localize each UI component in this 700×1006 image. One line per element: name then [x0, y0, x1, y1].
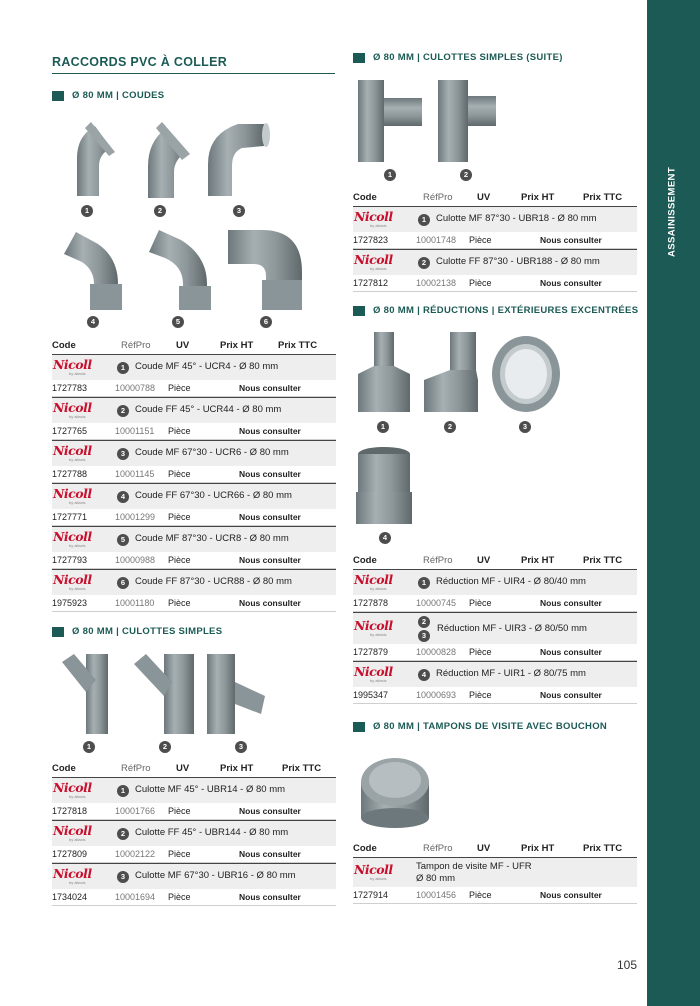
- logo-text: Nicoll: [53, 572, 92, 587]
- product-uv: Pièce: [469, 690, 492, 700]
- logo-subtext: by aliaxis: [370, 678, 387, 683]
- row-details: [52, 423, 336, 440]
- product-description: Culotte MF 67°30 - UBR16 - Ø 80 mm: [135, 870, 296, 881]
- product-image-elbow-45-ff: [128, 118, 193, 200]
- product-refpro: 10001766: [115, 806, 156, 816]
- product-price: Nous consulter: [239, 849, 301, 859]
- row-number-badge: 5: [117, 534, 129, 546]
- row-number-badge: 1: [117, 785, 129, 797]
- logo-text: Nicoll: [53, 529, 92, 544]
- col-refpro: RéfPro: [121, 763, 151, 774]
- row-description: [353, 612, 637, 644]
- product-image-culotte-87-mf: [356, 78, 426, 164]
- table-row: [52, 777, 336, 820]
- nicoll-logo: [354, 210, 412, 230]
- product-price: Nous consulter: [239, 892, 301, 902]
- row-description: [52, 440, 336, 466]
- image-number-badge: 4: [87, 316, 99, 328]
- product-code: 1734024: [52, 892, 88, 902]
- product-description: Culotte MF 45° - UBR14 - Ø 80 mm: [135, 784, 286, 795]
- logo-text: Nicoll: [354, 209, 393, 224]
- logo-subtext: by aliaxis: [69, 880, 86, 885]
- nicoll-logo: [53, 444, 111, 464]
- logo-text: Nicoll: [53, 443, 92, 458]
- sidebar-band: [647, 0, 700, 1006]
- product-code: 1727765: [52, 426, 88, 436]
- logo-subtext: by aliaxis: [69, 837, 86, 842]
- table-row: [353, 857, 637, 904]
- product-refpro: 10000988: [115, 555, 156, 565]
- col-uv: UV: [477, 555, 491, 566]
- product-code: 1727818: [52, 806, 88, 816]
- table-header: [353, 553, 637, 569]
- logo-text: Nicoll: [354, 862, 393, 877]
- row-description: [52, 397, 336, 423]
- table-row: [52, 397, 336, 440]
- row-description: [52, 526, 336, 552]
- section-title: Ø 80 MM | RÉDUCTIONS | EXTÉRIEURES EXCENTRÉES: [373, 305, 639, 316]
- table-body: [52, 354, 336, 612]
- section-title: Ø 80 MM | CULOTTES SIMPLES: [72, 626, 223, 637]
- row-description: [353, 206, 637, 232]
- row-details: [52, 380, 336, 397]
- row-description: [52, 863, 336, 889]
- image-number-badge: 1: [81, 205, 93, 217]
- logo-text: Nicoll: [354, 572, 393, 587]
- product-refpro: 10001748: [416, 235, 457, 245]
- product-uv: Pièce: [168, 892, 191, 902]
- row-description: [52, 820, 336, 846]
- product-image-culotte-67-mf: [205, 652, 269, 736]
- product-uv: Pièce: [168, 426, 191, 436]
- table-row: [52, 526, 336, 569]
- section-culottes-suite-heading: [353, 52, 563, 63]
- logo-subtext: by aliaxis: [69, 414, 86, 419]
- row-description: [353, 569, 637, 595]
- reductions-table: [353, 553, 637, 704]
- product-description: Coude FF 45° - UCR44 - Ø 80 mm: [135, 404, 282, 415]
- image-number-badge: 1: [83, 741, 95, 753]
- section-marker: [353, 722, 365, 732]
- table-row: [52, 863, 336, 906]
- col-uv: UV: [477, 843, 491, 854]
- table-row: [353, 249, 637, 292]
- col-prix-ht: Prix HT: [220, 763, 254, 774]
- col-prix-ht: Prix HT: [521, 555, 555, 566]
- image-number-badge: 4: [379, 532, 391, 544]
- nicoll-logo: [354, 665, 412, 685]
- product-description: Coude MF 45° - UCR4 - Ø 80 mm: [135, 361, 279, 372]
- image-number-badge: 1: [377, 421, 389, 433]
- section-title: Ø 80 MM | CULOTTES SIMPLES (SUITE): [373, 52, 563, 63]
- logo-text: Nicoll: [53, 780, 92, 795]
- product-description: Coude MF 87°30 - UCR8 - Ø 80 mm: [135, 533, 289, 544]
- col-uv: UV: [176, 763, 190, 774]
- table-row: [52, 483, 336, 526]
- product-refpro: 10000788: [115, 383, 156, 393]
- product-description-line2: Ø 80 mm: [416, 873, 456, 884]
- product-image-elbow-45-mf: [55, 118, 120, 200]
- nicoll-logo: [53, 824, 111, 844]
- section-tampons-heading: [353, 721, 607, 732]
- culottes-table: [52, 761, 336, 906]
- row-number-badge: 1: [117, 362, 129, 374]
- category-label: ASSAINISSEMENT: [666, 166, 678, 258]
- product-uv: Pièce: [168, 849, 191, 859]
- image-number-badge: 3: [235, 741, 247, 753]
- product-price: Nous consulter: [239, 512, 301, 522]
- product-refpro: 10000745: [416, 598, 457, 608]
- table-row: [52, 354, 336, 397]
- row-number-badge: 2: [418, 616, 430, 628]
- image-number-badge: 2: [159, 741, 171, 753]
- col-prix-ttc: Prix TTC: [278, 340, 318, 351]
- product-refpro: 10002138: [416, 278, 457, 288]
- product-price: Nous consulter: [239, 469, 301, 479]
- product-refpro: 10001180: [115, 598, 155, 608]
- nicoll-logo: [53, 530, 111, 550]
- row-number-badge: 3: [117, 871, 129, 883]
- product-image-culotte-45-ff: [130, 652, 200, 736]
- col-uv: UV: [176, 340, 190, 351]
- row-details: [52, 889, 336, 906]
- product-image-elbow-87-ff: [226, 228, 306, 312]
- product-uv: Pièce: [469, 647, 492, 657]
- table-row: [353, 612, 637, 661]
- row-details: [353, 232, 637, 249]
- section-reductions-heading: [353, 305, 638, 316]
- logo-subtext: by aliaxis: [69, 543, 86, 548]
- logo-text: Nicoll: [354, 664, 393, 679]
- table-body: [52, 777, 336, 906]
- logo-text: Nicoll: [53, 357, 92, 372]
- logo-text: Nicoll: [354, 618, 393, 633]
- nicoll-logo: [53, 781, 111, 801]
- product-price: Nous consulter: [540, 647, 602, 657]
- table-header: [353, 190, 637, 206]
- logo-subtext: by aliaxis: [69, 500, 86, 505]
- product-uv: Pièce: [469, 235, 492, 245]
- product-code: 1727793: [52, 555, 88, 565]
- image-number-badge: 6: [260, 316, 272, 328]
- row-details: [52, 466, 336, 483]
- row-number-badge: 4: [418, 669, 430, 681]
- product-price: Nous consulter: [540, 598, 602, 608]
- product-description: Réduction MF - UIR1 - Ø 80/75 mm: [436, 668, 586, 679]
- logo-subtext: by aliaxis: [370, 266, 387, 271]
- product-refpro: 10001299: [115, 512, 156, 522]
- product-refpro: 10002122: [115, 849, 156, 859]
- product-description: Réduction MF - UIR3 - Ø 80/50 mm: [437, 623, 587, 634]
- page-title: RACCORDS PVC À COLLER: [52, 55, 335, 74]
- logo-subtext: by aliaxis: [370, 876, 387, 881]
- product-refpro: 10001151: [115, 426, 155, 436]
- col-refpro: RéfPro: [423, 192, 453, 203]
- logo-subtext: by aliaxis: [370, 223, 387, 228]
- logo-text: Nicoll: [53, 486, 92, 501]
- product-code: 1727878: [353, 598, 389, 608]
- product-code: 1727823: [353, 235, 389, 245]
- product-price: Nous consulter: [239, 555, 301, 565]
- nicoll-logo: [53, 358, 111, 378]
- logo-text: Nicoll: [354, 252, 393, 267]
- product-description: Coude FF 87°30 - UCR88 - Ø 80 mm: [135, 576, 292, 587]
- product-image-culotte-45-mf: [58, 652, 122, 736]
- col-prix-ttc: Prix TTC: [583, 555, 623, 566]
- table-header: [52, 761, 336, 777]
- table-header: [353, 841, 637, 857]
- nicoll-logo: [354, 253, 412, 273]
- table-row: [353, 569, 637, 612]
- row-details: [353, 644, 637, 661]
- table-row: [353, 206, 637, 249]
- product-price: Nous consulter: [239, 806, 301, 816]
- product-description: Tampon de visite MF - UFR: [416, 861, 532, 872]
- product-price: Nous consulter: [239, 383, 301, 393]
- row-details: [353, 887, 637, 904]
- row-description: [52, 483, 336, 509]
- product-uv: Pièce: [168, 512, 191, 522]
- image-number-badge: 2: [460, 169, 472, 181]
- table-row: [52, 820, 336, 863]
- product-refpro: 10001145: [115, 469, 155, 479]
- logo-text: Nicoll: [53, 400, 92, 415]
- row-description: [52, 569, 336, 595]
- section-coudes-heading: [52, 90, 164, 101]
- row-details: [353, 595, 637, 612]
- col-code: Code: [52, 763, 76, 774]
- row-number-badge: 2: [117, 828, 129, 840]
- product-price: Nous consulter: [540, 278, 602, 288]
- product-uv: Pièce: [168, 555, 191, 565]
- section-title: Ø 80 MM | COUDES: [72, 90, 165, 101]
- nicoll-logo: [53, 487, 111, 507]
- product-description: Coude FF 67°30 - UCR66 - Ø 80 mm: [135, 490, 292, 501]
- nicoll-logo: [53, 867, 111, 887]
- product-image-tampon: [355, 754, 435, 830]
- logo-text: Nicoll: [53, 823, 92, 838]
- col-code: Code: [353, 555, 377, 566]
- product-image-elbow-67-mf: [204, 118, 270, 200]
- row-number-badge: 1: [418, 577, 430, 589]
- row-number-badge: 3: [117, 448, 129, 460]
- logo-subtext: by aliaxis: [69, 586, 86, 591]
- section-marker: [353, 53, 365, 63]
- logo-text: Nicoll: [53, 866, 92, 881]
- row-description: [353, 661, 637, 687]
- nicoll-logo: [354, 619, 412, 639]
- product-description: Culotte FF 87°30 - UBR188 - Ø 80 mm: [436, 256, 600, 267]
- row-number-badge: 2: [418, 257, 430, 269]
- col-code: Code: [353, 192, 377, 203]
- product-image-reduction-80-50: [422, 330, 482, 414]
- product-price: Nous consulter: [540, 235, 602, 245]
- product-price: Nous consulter: [239, 426, 301, 436]
- product-image-reduction-80-75: [490, 332, 564, 416]
- product-code: 1727783: [52, 383, 88, 393]
- product-refpro: 10001694: [115, 892, 156, 902]
- section-culottes-heading: [52, 626, 222, 637]
- product-uv: Pièce: [168, 806, 191, 816]
- product-uv: Pièce: [168, 469, 191, 479]
- row-description: [52, 354, 336, 380]
- image-number-badge: 3: [519, 421, 531, 433]
- table-row: [353, 661, 637, 704]
- product-code: 1727771: [52, 512, 88, 522]
- row-description: [353, 857, 637, 887]
- table-header: [52, 338, 336, 354]
- row-number-badge: 1: [418, 214, 430, 226]
- section-marker: [52, 91, 64, 101]
- section-marker: [353, 306, 365, 316]
- logo-subtext: by aliaxis: [370, 632, 387, 637]
- table-row: [52, 440, 336, 483]
- product-price: Nous consulter: [540, 690, 602, 700]
- product-image-elbow-67-ff: [60, 228, 130, 312]
- logo-subtext: by aliaxis: [69, 371, 86, 376]
- row-details: [52, 595, 336, 612]
- col-prix-ht: Prix HT: [220, 340, 254, 351]
- col-prix-ttc: Prix TTC: [583, 192, 623, 203]
- col-prix-ht: Prix HT: [521, 843, 555, 854]
- product-image-elbow-87-mf: [145, 228, 215, 312]
- coudes-table: [52, 338, 336, 612]
- product-refpro: 10001456: [416, 890, 457, 900]
- product-code: 1727788: [52, 469, 88, 479]
- product-uv: Pièce: [469, 278, 492, 288]
- col-code: Code: [52, 340, 76, 351]
- row-details: [353, 275, 637, 292]
- logo-subtext: by aliaxis: [69, 794, 86, 799]
- product-image-reduction-4: [356, 446, 412, 526]
- page-number: 105: [617, 958, 638, 972]
- col-prix-ht: Prix HT: [521, 192, 555, 203]
- image-number-badge: 5: [172, 316, 184, 328]
- row-details: [353, 687, 637, 704]
- table-body: [353, 569, 637, 704]
- row-number-badge: 3: [418, 630, 430, 642]
- col-refpro: RéfPro: [423, 555, 453, 566]
- product-refpro: 10000828: [416, 647, 457, 657]
- row-details: [52, 552, 336, 569]
- product-code: 1727879: [353, 647, 389, 657]
- nicoll-logo: [53, 573, 111, 593]
- image-number-badge: 2: [154, 205, 166, 217]
- product-uv: Pièce: [469, 598, 492, 608]
- row-details: [52, 846, 336, 863]
- row-number-badge: 4: [117, 491, 129, 503]
- col-refpro: RéfPro: [423, 843, 453, 854]
- col-refpro: RéfPro: [121, 340, 151, 351]
- product-code: 1727914: [353, 890, 389, 900]
- product-description: Culotte MF 87°30 - UBR18 - Ø 80 mm: [436, 213, 597, 224]
- product-code: 1975923: [52, 598, 88, 608]
- image-number-badge: 3: [233, 205, 245, 217]
- row-details: [52, 803, 336, 820]
- product-refpro: 10000693: [416, 690, 457, 700]
- row-number-badge: 6: [117, 577, 129, 589]
- product-uv: Pièce: [469, 890, 492, 900]
- nicoll-logo: [354, 863, 412, 883]
- row-description: [52, 777, 336, 803]
- col-code: Code: [353, 843, 377, 854]
- row-description: [353, 249, 637, 275]
- image-number-badge: 1: [384, 169, 396, 181]
- product-code: 1727812: [353, 278, 389, 288]
- product-price: Nous consulter: [239, 598, 301, 608]
- product-code: 1727809: [52, 849, 88, 859]
- nicoll-logo: [354, 573, 412, 593]
- section-title: Ø 80 MM | TAMPONS DE VISITE AVEC BOUCHON: [373, 721, 608, 732]
- table-body: [353, 206, 637, 292]
- col-uv: UV: [477, 192, 491, 203]
- product-description: Réduction MF - UIR4 - Ø 80/40 mm: [436, 576, 586, 587]
- col-prix-ttc: Prix TTC: [583, 843, 623, 854]
- product-code: 1995347: [353, 690, 389, 700]
- product-image-reduction-80-40: [354, 330, 414, 414]
- table-row: [52, 569, 336, 612]
- image-number-badge: 2: [444, 421, 456, 433]
- section-marker: [52, 627, 64, 637]
- product-image-culotte-87-ff: [436, 78, 500, 164]
- tampons-table: [353, 841, 637, 904]
- product-description: Coude MF 67°30 - UCR6 - Ø 80 mm: [135, 447, 289, 458]
- nicoll-logo: [53, 401, 111, 421]
- product-uv: Pièce: [168, 598, 191, 608]
- row-number-badge: 2: [117, 405, 129, 417]
- product-uv: Pièce: [168, 383, 191, 393]
- col-prix-ttc: Prix TTC: [282, 763, 322, 774]
- logo-subtext: by aliaxis: [69, 457, 86, 462]
- row-details: [52, 509, 336, 526]
- culottes-suite-table: [353, 190, 637, 292]
- product-description: Culotte FF 45° - UBR144 - Ø 80 mm: [135, 827, 289, 838]
- product-price: Nous consulter: [540, 890, 602, 900]
- logo-subtext: by aliaxis: [370, 586, 387, 591]
